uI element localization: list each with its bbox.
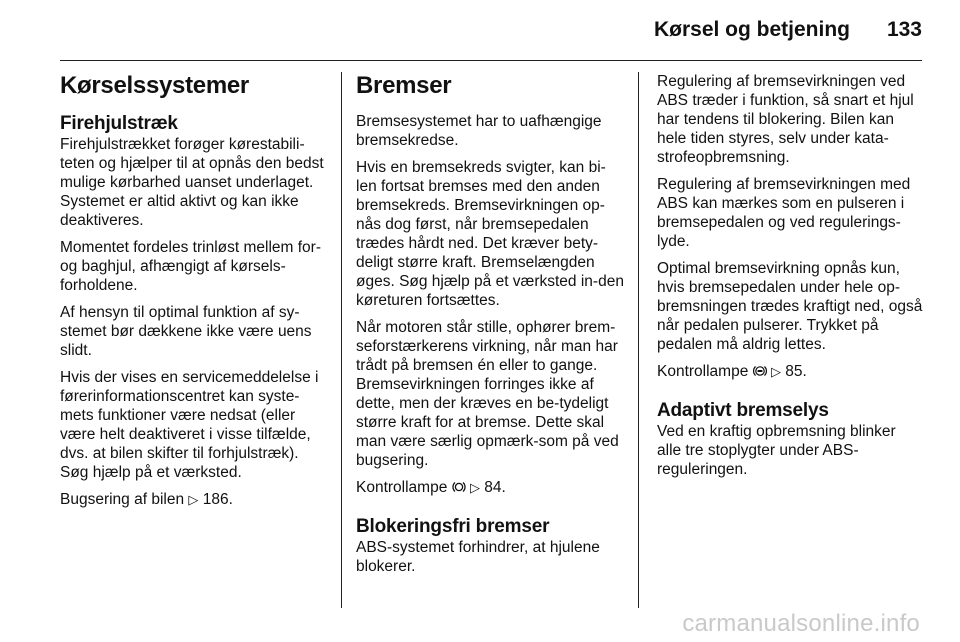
page-ref-link[interactable]: 84.	[484, 479, 506, 496]
column-2	[356, 72, 626, 584]
brake-warning-lamp-icon	[452, 480, 466, 494]
paragraph: Af hensyn til optimal funktion af sy-stemet bør dækkene ikke være uens slidt.	[60, 304, 312, 359]
subheading-four-wheel-drive: Firehjulstræk	[60, 113, 178, 134]
paragraph: Regulering af bremsevirkningen med ABS kan mærkes som en pulseren i bremsepedalen og ved regulerings-lyde.	[657, 176, 911, 250]
paragraph: Regulering af bremsevirkningen ved ABS træder i funktion, så snart et hjul har tendens til blokering. Bilen kan hele tiden styres, selv under kata-strofeopbremsning.	[657, 73, 914, 166]
reference-text: Bugsering af bilen	[60, 491, 185, 508]
towing-reference	[60, 490, 330, 509]
page-ref-arrow-icon: ▷	[469, 480, 480, 495]
page-ref-arrow-icon: ▷	[770, 364, 781, 379]
page-ref-link[interactable]: 186.	[202, 491, 233, 508]
watermark: carmanualsonline.info	[682, 610, 920, 637]
page-number: 133	[886, 18, 922, 41]
paragraph: Optimal bremsevirkning opnås kun, hvis bremsepedalen under hele op-bremsningen trædes kraftigt ned, også når pedalen pulserer. Trykket på pedalen må aldrig lettes.	[657, 260, 923, 353]
reference-text: Kontrollampe	[356, 479, 448, 496]
column-divider-2	[638, 72, 639, 608]
paragraph: Firehjulstrækket forøger kørestabili-teten og hjælper til at opnås den bedst mulige kørbarhed uanset underlaget. Systemet er altid aktivt og kan ikke deaktiveres.	[60, 136, 324, 229]
column-1	[60, 72, 330, 517]
section-title-brakes: Bremser	[356, 72, 452, 99]
paragraph: Bremsesystemet har to uafhængige bremsekredse.	[356, 113, 602, 149]
column-divider-1	[341, 72, 342, 608]
column-3	[657, 72, 923, 487]
paragraph: Når motoren står stille, ophører brem-seforstærkerens virkning, når man har trådt på bremsen én eller to gange. Bremsevirkningen forringes ikke af dette, men der kræves en be-tydeligt større kraft for at bremse. Dette skal man være særlig opmærk-som på ved bugsering.	[356, 319, 619, 469]
abs-warning-lamp-reference	[657, 362, 923, 381]
reference-text: Kontrollampe	[657, 363, 749, 380]
page-ref-link[interactable]: 85.	[785, 363, 807, 380]
brake-warning-lamp-reference	[356, 478, 626, 497]
subheading-abs: Blokeringsfri bremser	[356, 516, 550, 537]
abs-warning-lamp-icon	[753, 364, 767, 378]
page-ref-arrow-icon: ▷	[188, 492, 199, 507]
paragraph: Hvis der vises en servicemeddelelse i førerinformationscentret kan syste-mets funktioner være nedsat (eller være helt deaktiveret i visse tilfælde, dvs. at bilen skifter til forhjulstræk). Søg hjælp på et værksted.	[60, 369, 319, 481]
subheading-adaptive-brake-lights: Adaptivt bremselys	[657, 400, 829, 421]
paragraph: Hvis en bremsekreds svigter, kan bi-len fortsat bremses med den anden bremsekreds. Bremsevirkningen op-nås dog først, når bremsepedalen trædes hårdt ned. Det kræver bety-deligt større kraft. Bremselængden øges. Søg hjælp på et værksted in-den køreturen fortsættes.	[356, 159, 624, 309]
header-title: Kørsel og betjening	[653, 18, 850, 41]
section-title-driving-systems: Kørselssystemer	[60, 72, 249, 99]
paragraph: ABS-systemet forhindrer, at hjulene blokerer.	[356, 539, 600, 575]
paragraph: Ved en kraftig opbremsning blinker alle tre stoplygter under ABS-reguleringen.	[657, 423, 896, 478]
paragraph: Momentet fordeles trinløst mellem for- og baghjul, afhængigt af kørsels-forholdene.	[60, 239, 321, 294]
header-rule	[60, 60, 922, 61]
